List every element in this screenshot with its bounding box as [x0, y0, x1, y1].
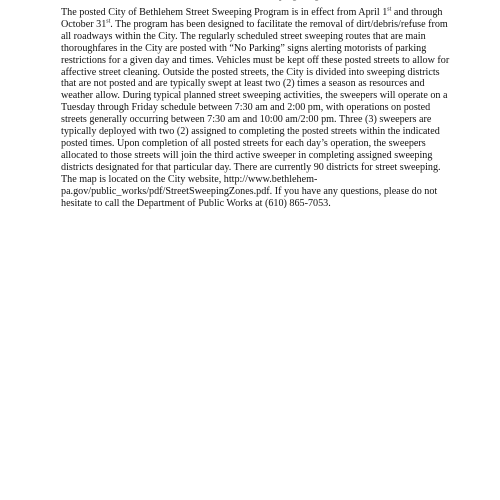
paragraph-text-start: The posted City of Bethlehem Street Sweeping Program is in effect from April 1 [61, 7, 388, 18]
paragraph-text-october: and through October 31 [61, 7, 443, 30]
ordinal-suffix-october: st [106, 18, 111, 25]
body-paragraph [61, 7, 453, 209]
ordinal-suffix-april: st [387, 6, 392, 13]
document-title [230, 0, 370, 2]
paragraph-text-main: . The program has been designed to facilitate the removal of dirt/debris/refuse from all roadways within the City. The regularly scheduled street sweeping routes that are main thoroughfares in the City are posted with “No Parking” signs alerting motorists of parking restrictions for a given day and times. Vehicles must be kept off these posted streets to allow for affective street cleaning. Outside the posted streets, the City is divided into sweeping districts that are not posted and are typically swept at least two (2) times a season as resources and weather allow. During typical planned street sweeping activities, the sweepers will operate on a Tuesday through Friday schedule between 7:30 am and 2:00 pm, with operations on posted streets generally occurring between 7:30 am and 10:00 am/2:00 pm. Three (3) sweepers are typically deployed with two (2) assigned to completing the posted streets within the indicated posted times. Upon completion of all posted streets for each day’s operation, the sweepers allocated to those streets will join the third active sweeper in completing assigned sweeping districts designated for that particular day. There are currently 90 districts for street sweeping. The map is located on the City website, http://www.bethlehem-pa.gov/public_works/pdf/StreetSweepingZones.pdf. If you have any questions, please do not hesitate to call the Department of Public Works at (610) 865-7053. [61, 18, 450, 209]
